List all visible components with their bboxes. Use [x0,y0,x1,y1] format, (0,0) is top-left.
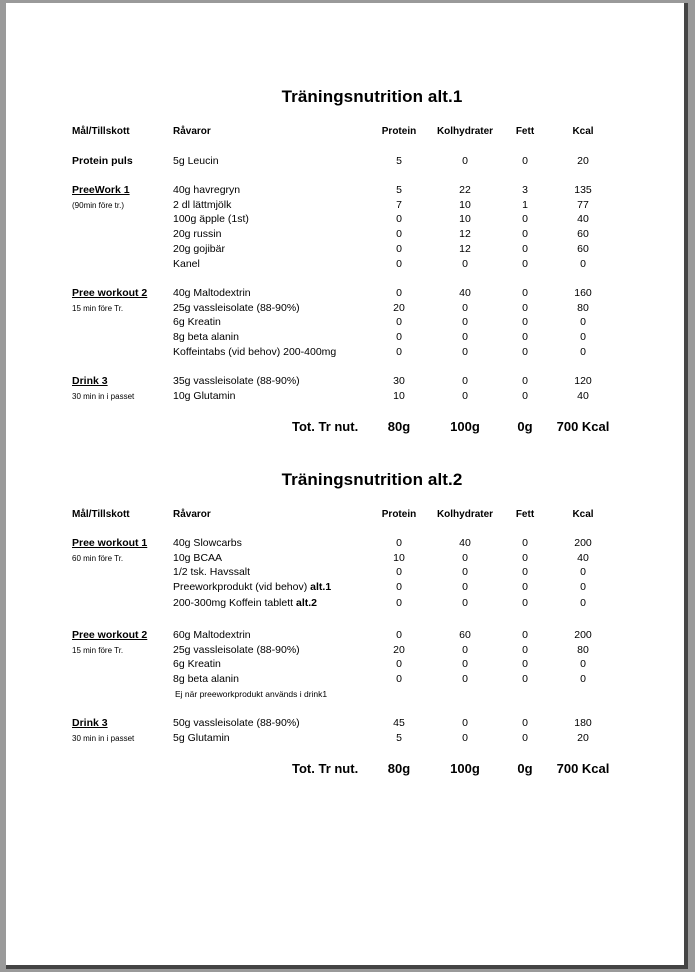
ingredient-name: 40g havregryn [173,184,241,196]
total-fat: 0g [517,419,533,434]
column-header-item: Råvaror [173,509,211,520]
ingredient-name: 10g BCAA [173,551,223,564]
kcal-value: 40 [577,213,589,226]
fat-value: 0 [522,581,528,594]
carbs-value: 22 [459,184,471,196]
fat-value: 0 [522,389,528,402]
fat-value: 0 [522,643,528,656]
ingredient-name: 35g vassleisolate (88-90%) [173,375,300,387]
carbs-value: 0 [462,673,468,686]
fat-value: 0 [522,301,528,314]
ingredient [173,536,242,551]
ingredient [173,731,230,746]
ingredient [173,330,239,345]
kcal-value: 180 [574,717,592,729]
ingredient-name: 40g Maltodextrin [173,287,251,299]
carbs-value: 12 [459,228,471,241]
ingredient [173,227,221,242]
ingredient-name: 1/2 tsk. Havssalt [173,566,251,579]
ingredient [173,672,239,687]
ingredient [173,657,221,672]
kcal-value: 77 [577,198,589,211]
carbs-value: 0 [462,155,468,167]
fat-value: 0 [522,155,528,167]
ingredient [173,716,300,731]
ingredient [173,643,300,658]
column-header-carbs: Kolhydrater [436,126,494,137]
column-header-goal: Mål/Tillskott [72,509,130,520]
ingredient [173,286,251,301]
total-fat: 0g [517,761,533,776]
protein-value: 0 [396,537,402,549]
column-header-goal: Mål/Tillskott [72,126,130,137]
ingredient-name: 5g Glutamin [173,731,230,744]
protein-value: 0 [396,566,402,579]
group-timing: 60 min före Tr. [72,553,124,563]
kcal-value: 135 [574,184,592,196]
ingredient [173,183,240,198]
protein-value: 0 [396,213,402,226]
group-timing: 30 min in i passet [72,733,135,743]
table-row [6,315,688,330]
carbs-value: 0 [462,717,468,729]
fat-value: 0 [522,228,528,241]
fat-value: 0 [522,673,528,686]
protein-value: 0 [396,287,402,299]
note-row [6,687,688,702]
kcal-value: 0 [580,566,586,579]
protein-value: 0 [396,316,402,329]
protein-value: 0 [396,242,402,255]
ingredient-name: Kanel [173,257,200,270]
kcal-value: 80 [577,301,589,314]
table-header-row [6,124,688,139]
total-label: Tot. Tr nut. [292,761,359,776]
carbs-value: 0 [462,331,468,344]
kcal-value: 0 [580,581,586,594]
fat-value: 0 [522,213,528,226]
carbs-value: 0 [462,389,468,402]
ingredient [173,345,336,360]
table-row [6,374,688,389]
document-page [6,3,688,969]
ingredient-name: 8g beta alanin [173,331,239,344]
table-row [6,301,688,316]
carbs-value: 0 [462,658,468,671]
fat-value: 0 [522,345,528,358]
carbs-value: 0 [462,581,468,594]
group-timing: (90min före tr.) [72,200,125,210]
fat-value: 0 [522,597,528,610]
protein-value: 45 [393,717,405,729]
table-row [6,183,688,198]
group-timing: 15 min före Tr. [72,645,124,655]
group-name: PreeWork 1 [72,184,130,196]
protein-value: 10 [393,551,405,564]
group-name: Drink 3 [72,375,108,387]
ingredient-name: 20g gojibär [173,242,225,255]
table-row [6,731,688,746]
ingredient [173,551,222,566]
protein-value: 5 [396,155,402,167]
total-kcal: 700 Kcal [556,419,610,434]
table-row [6,628,688,643]
fat-value: 0 [522,658,528,671]
ingredient-name: Preeworkprodukt (vid behov) [173,581,308,594]
column-header-kcal: Kcal [572,126,594,137]
carbs-value: 60 [459,629,471,641]
protein-value: 5 [396,184,402,196]
fat-value: 0 [522,717,528,729]
ingredient [173,389,235,404]
protein-value: 30 [393,375,405,387]
kcal-value: 0 [580,257,586,270]
ingredient-name: 40g Slowcarbs [173,537,242,549]
carbs-value: 0 [462,643,468,656]
kcal-value: 60 [577,242,589,255]
fat-value: 0 [522,375,528,387]
total-protein: 80g [387,419,411,434]
table-row [6,657,688,672]
column-header-protein: Protein [381,126,417,137]
fat-value: 0 [522,629,528,641]
kcal-value: 0 [580,345,586,358]
fat-value: 1 [522,198,528,211]
ingredient-name: 200-300mg Koffein tablett [173,597,294,610]
fat-value: 0 [522,551,528,564]
group-timing: 15 min före Tr. [72,303,124,313]
protein-value: 0 [396,257,402,270]
table-row [6,154,688,169]
fat-value: 0 [522,316,528,329]
carbs-value: 0 [462,597,468,610]
column-header-carbs: Kolhydrater [436,509,494,520]
fat-value: 0 [522,566,528,579]
column-header-fat: Fett [515,126,535,137]
carbs-value: 0 [462,345,468,358]
protein-value: 0 [396,581,402,594]
table-row [6,242,688,257]
kcal-value: 0 [580,658,586,671]
carbs-value: 0 [462,551,468,564]
protein-value: 0 [396,345,402,358]
carbs-value: 40 [459,537,471,549]
ingredient-name: 50g vassleisolate (88-90%) [173,717,300,729]
protein-value: 0 [396,673,402,686]
ingredient [173,374,300,389]
table-row [6,565,688,580]
group-name: Pree workout 2 [72,629,148,641]
fat-value: 0 [522,242,528,255]
protein-value: 5 [396,731,402,744]
fat-value: 0 [522,257,528,270]
kcal-value: 40 [577,389,589,402]
ingredient-name: 5g Leucin [173,155,219,167]
kcal-value: 40 [577,551,589,564]
kcal-value: 60 [577,228,589,241]
protein-value: 0 [396,629,402,641]
table-row [6,330,688,345]
section-title: Träningsnutrition alt.2 [281,470,463,489]
kcal-value: 200 [574,537,592,549]
kcal-value: 20 [577,155,589,167]
protein-value: 0 [396,228,402,241]
kcal-value: 200 [574,629,592,641]
table-row [6,257,688,272]
total-label: Tot. Tr nut. [292,419,359,434]
kcal-value: 80 [577,643,589,656]
column-header-fat: Fett [515,509,535,520]
total-row [6,419,688,434]
fat-value: 3 [522,184,528,196]
table-row [6,672,688,687]
group-name: Pree workout 1 [72,537,148,549]
total-kcal: 700 Kcal [556,761,610,776]
ingredient [173,301,300,316]
carbs-value: 0 [462,375,468,387]
group-note: Ej när preeworkprodukt används i drink1 [175,688,328,699]
ingredient [173,565,250,580]
table-row [6,551,688,566]
protein-value: 10 [393,389,405,402]
ingredient [173,315,221,330]
ingredient-name: 6g Kreatin [173,316,221,329]
ingredient-name: 25g vassleisolate (88-90%) [173,643,300,656]
protein-value: 20 [393,643,405,656]
fat-value: 0 [522,331,528,344]
table-row [6,198,688,213]
protein-value: 0 [396,658,402,671]
total-carbs: 100g [450,761,480,776]
alternative-tag: alt.2 [295,597,317,610]
group-timing: 30 min in i passet [72,391,135,401]
column-header-kcal: Kcal [572,509,594,520]
table-row [6,596,688,611]
carbs-value: 40 [459,287,471,299]
group-name: Pree workout 2 [72,287,148,299]
protein-value: 0 [396,331,402,344]
ingredient [173,154,219,169]
carbs-value: 0 [462,316,468,329]
column-header-item: Råvaror [173,126,211,137]
carbs-value: 10 [459,198,471,211]
carbs-value: 12 [459,242,471,255]
fat-value: 0 [522,287,528,299]
group-name: Protein puls [72,155,133,167]
alternative-tag: alt.1 [310,581,332,594]
ingredient-name: 20g russin [173,228,222,241]
ingredient-name: Koffeintabs (vid behov) 200-400mg [173,345,337,358]
kcal-value: 0 [580,673,586,686]
carbs-value: 0 [462,566,468,579]
total-protein: 80g [387,761,411,776]
carbs-value: 10 [459,213,471,226]
table-row [6,227,688,242]
table-row [6,716,688,731]
total-carbs: 100g [450,419,480,434]
kcal-value: 0 [580,331,586,344]
ingredient-name: 8g beta alanin [173,673,239,686]
ingredient [173,580,331,595]
kcal-value: 0 [580,597,586,610]
protein-value: 20 [393,301,405,314]
table-row [6,389,688,404]
ingredient-name: 10g Glutamin [173,389,236,402]
kcal-value: 160 [574,287,592,299]
table-row [6,643,688,658]
group-name: Drink 3 [72,717,108,729]
ingredient [173,596,317,611]
ingredient-name: 25g vassleisolate (88-90%) [173,301,300,314]
kcal-value: 0 [580,316,586,329]
column-header-protein: Protein [381,509,417,520]
protein-value: 7 [396,198,402,211]
ingredient [173,628,251,643]
fat-value: 0 [522,731,528,744]
carbs-value: 0 [462,731,468,744]
ingredient-name: 2 dl lättmjölk [173,198,232,211]
carbs-value: 0 [462,301,468,314]
table-row [6,580,688,595]
fat-value: 0 [522,537,528,549]
kcal-value: 20 [577,731,589,744]
carbs-value: 0 [462,257,468,270]
table-row [6,212,688,227]
table-row [6,286,688,301]
ingredient-name: 6g Kreatin [173,658,221,671]
ingredient [173,198,231,213]
table-row [6,536,688,551]
ingredient-name: 100g äpple (1st) [173,213,249,226]
kcal-value: 120 [574,375,592,387]
protein-value: 0 [396,597,402,610]
ingredient-name: 60g Maltodextrin [173,629,251,641]
ingredient [173,212,249,227]
total-row [6,761,688,776]
table-header-row [6,507,688,522]
ingredient [173,242,225,257]
section-title: Träningsnutrition alt.1 [281,87,463,106]
ingredient [173,257,200,272]
table-row [6,345,688,360]
